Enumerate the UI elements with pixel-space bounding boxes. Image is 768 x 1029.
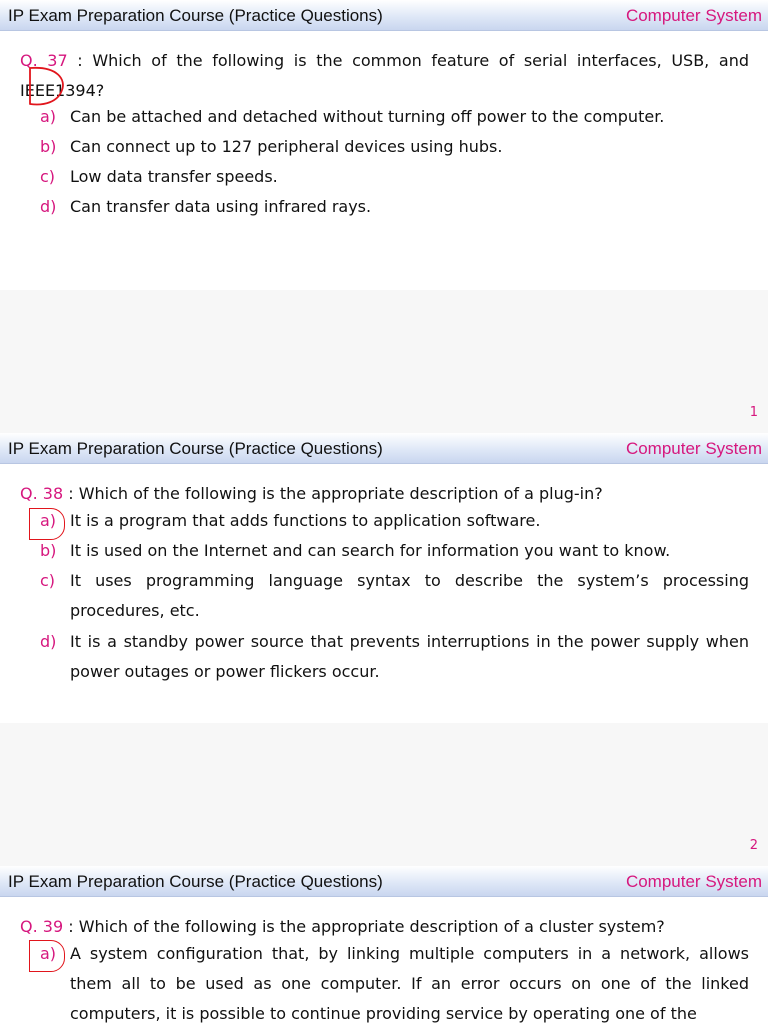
slide-q39	[0, 866, 768, 1024]
option-text: It uses programming language syntax to describe the system’s processing procedures, etc.	[70, 571, 749, 620]
slide-header	[0, 433, 768, 464]
option-text: Low data transfer speeds.	[70, 167, 278, 186]
page-number: 1	[749, 405, 758, 420]
option-text: Can connect up to 127 peripheral devices using hubs.	[70, 137, 503, 156]
course-title: IP Exam Preparation Course (Practice Questions)	[8, 439, 383, 458]
option-a[interactable]	[40, 506, 749, 536]
option-text: Can be attached and detached without turning off power to the computer.	[70, 107, 665, 126]
handwritten-answer-d	[24, 64, 72, 110]
option-c[interactable]	[40, 566, 749, 626]
option-text: Can transfer data using infrared rays.	[70, 197, 372, 216]
question-number: Q. 39	[20, 917, 64, 936]
option-b[interactable]	[40, 536, 749, 566]
option-letter: a)	[40, 107, 57, 126]
question-stem: : Which of the following is the appropriate description of a cluster system?	[63, 917, 665, 936]
option-letter: b)	[40, 541, 57, 560]
option-text: A system configuration that, by linking multiple computers in a network, allows them all to be used as one computer. If an error occurs on one of the linked computers, it is possible to continue providing service by operating one of the	[70, 944, 749, 1023]
course-title: IP Exam Preparation Course (Practice Questions)	[8, 6, 383, 25]
question-number: Q. 38	[20, 484, 64, 503]
course-title: IP Exam Preparation Course (Practice Questions)	[8, 872, 383, 891]
option-d[interactable]	[40, 627, 749, 687]
option-d[interactable]	[40, 192, 749, 222]
question-text	[20, 912, 749, 942]
page-number: 2	[749, 838, 758, 853]
option-letter: d)	[40, 197, 57, 216]
slide-header	[0, 0, 768, 31]
option-letter: c)	[40, 571, 56, 590]
slide-q38	[0, 433, 768, 866]
subject-label: Computer System	[625, 439, 762, 458]
option-letter: d)	[40, 632, 57, 651]
option-a[interactable]	[40, 939, 749, 1029]
option-text: It is used on the Internet and can search for information you want to know.	[70, 541, 671, 560]
question-text	[20, 479, 749, 509]
slide-q37	[0, 0, 768, 433]
option-text: It is a program that adds functions to application software.	[70, 511, 541, 530]
option-text: It is a standby power source that prevents interruptions in the power supply when power outages or power flickers occur.	[70, 632, 749, 681]
option-c[interactable]	[40, 162, 749, 192]
option-a[interactable]	[40, 102, 749, 132]
option-letter: c)	[40, 167, 56, 186]
question-text	[20, 46, 749, 106]
question-stem: : Which of the following is the common feature of serial interfaces, USB, and IEEE1394?	[20, 51, 749, 100]
question-number: Q. 37	[20, 51, 68, 70]
option-letter: a)	[40, 944, 57, 963]
subject-label: Computer System	[625, 872, 762, 891]
option-letter: b)	[40, 137, 57, 156]
slide-header	[0, 866, 768, 897]
option-letter: a)	[40, 511, 57, 530]
question-stem: : Which of the following is the appropriate description of a plug-in?	[63, 484, 603, 503]
subject-label: Computer System	[625, 6, 762, 25]
option-b[interactable]	[40, 132, 749, 162]
